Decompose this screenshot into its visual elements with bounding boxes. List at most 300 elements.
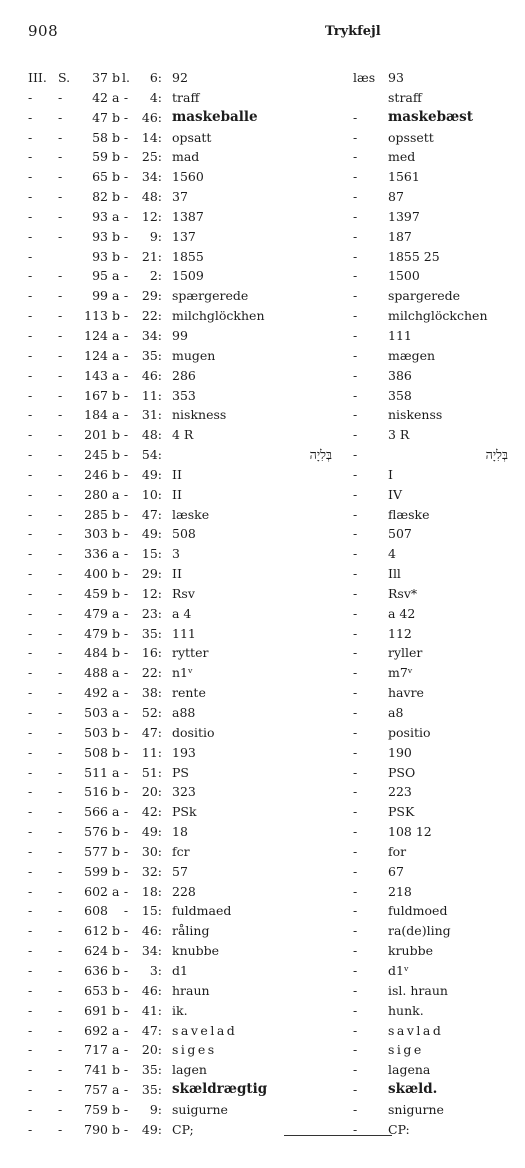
section-marker: -: [58, 685, 63, 701]
read-label: -: [353, 407, 358, 423]
read-label: -: [353, 1002, 358, 1018]
section-marker: -: [58, 665, 63, 681]
erroneous-text: hraun: [172, 982, 210, 998]
column-ref: a: [112, 764, 120, 780]
corrected-text: 1561: [388, 169, 420, 185]
section-marker: -: [58, 863, 63, 879]
line-ref: 34:: [141, 943, 162, 959]
volume-marker: -: [28, 288, 33, 304]
errata-row: [0, 1100, 525, 1120]
section-marker: -: [58, 189, 63, 205]
column-ref: b: [112, 923, 121, 939]
volume-marker: -: [28, 566, 33, 582]
errata-row: [0, 346, 525, 366]
section-marker: -: [58, 943, 63, 959]
line-abbrev: -: [123, 923, 129, 939]
read-label: -: [353, 506, 358, 522]
column-ref: b: [112, 625, 121, 641]
errata-row: [0, 326, 525, 346]
read-label: -: [353, 665, 358, 681]
section-marker: -: [58, 387, 63, 403]
read-label: -: [353, 625, 358, 641]
line-ref: 35:: [141, 1062, 162, 1078]
erroneous-text: a 4: [172, 605, 192, 621]
line-ref: 31:: [141, 407, 162, 423]
volume-marker: -: [28, 1101, 33, 1117]
errata-row: [0, 822, 525, 842]
page-ref: 245: [84, 447, 108, 463]
section-marker: -: [58, 1101, 63, 1117]
line-ref: 22:: [141, 308, 162, 324]
line-ref: 18:: [141, 883, 162, 899]
column-ref: b: [112, 645, 121, 661]
column-ref: b: [112, 169, 121, 185]
errata-row: [0, 128, 525, 148]
read-label: -: [353, 447, 358, 463]
corrected-text: ra(de)ling: [388, 923, 451, 939]
volume-marker: -: [28, 982, 33, 998]
section-marker: -: [58, 407, 63, 423]
page-ref: 95: [92, 268, 108, 284]
read-label: -: [353, 1082, 358, 1098]
read-label: -: [353, 724, 358, 740]
read-label: -: [353, 1042, 358, 1058]
read-label: -: [353, 982, 358, 998]
errata-row: [0, 88, 525, 108]
corrected-text: ryller: [388, 645, 423, 661]
page-ref: 42: [92, 89, 108, 105]
section-marker: -: [58, 605, 63, 621]
corrected-text: flæske: [388, 506, 430, 522]
errata-row: [0, 1040, 525, 1060]
read-label: -: [353, 705, 358, 720]
errata-row: [0, 604, 525, 624]
line-abbrev: -: [123, 447, 129, 463]
errata-row: [0, 68, 525, 88]
line-abbrev: -: [123, 308, 129, 324]
line-abbrev: -: [123, 784, 129, 800]
column-ref: b: [112, 1002, 121, 1018]
errata-row: [0, 763, 525, 783]
volume-marker: -: [28, 189, 33, 205]
line-ref: 35:: [141, 625, 162, 641]
line-ref: 47:: [141, 506, 162, 522]
erroneous-text: traff: [172, 89, 200, 105]
erroneous-text: fuldmaed: [172, 903, 232, 919]
line-abbrev: -: [123, 1062, 129, 1078]
section-marker: -: [58, 804, 63, 820]
page-title: Trykfejl: [325, 24, 381, 39]
read-label: -: [353, 347, 358, 363]
line-abbrev: -: [123, 208, 129, 224]
errata-row: [0, 147, 525, 167]
page-ref: 246: [84, 466, 108, 482]
line-abbrev: -: [123, 843, 129, 859]
corrected-text: 87: [388, 189, 404, 205]
corrected-text: milchglöckchen: [388, 308, 488, 324]
read-label: -: [353, 804, 358, 820]
section-marker: -: [58, 566, 63, 582]
page-ref: 636: [84, 962, 108, 978]
erroneous-text: בְּלִיָה: [309, 447, 332, 463]
line-abbrev: -: [123, 824, 129, 840]
column-ref: a: [112, 347, 120, 363]
corrected-text: 112: [388, 625, 412, 641]
errata-row: [0, 247, 525, 267]
read-label: -: [353, 1101, 358, 1117]
erroneous-text: niskness: [172, 407, 227, 423]
volume-marker: -: [28, 506, 33, 522]
erroneous-text: ik.: [172, 1002, 188, 1018]
column-ref: a: [112, 327, 120, 343]
column-ref: b: [112, 129, 121, 145]
errata-row: [0, 842, 525, 862]
line-ref: 42:: [141, 804, 162, 820]
read-label: -: [353, 883, 358, 899]
line-ref: 48:: [141, 189, 162, 205]
errata-row: [0, 505, 525, 525]
erroneous-text: mugen: [172, 347, 216, 363]
line-ref: 47:: [141, 724, 162, 740]
page-ref: 741: [84, 1062, 108, 1078]
section-marker: -: [58, 1042, 63, 1058]
line-abbrev: -: [123, 903, 129, 919]
column-ref: b: [112, 228, 121, 244]
errata-row: [0, 723, 525, 743]
erroneous-text: 37: [172, 189, 188, 205]
section-marker: -: [58, 228, 63, 244]
erroneous-text: 508: [172, 526, 196, 542]
erroneous-text: 286: [172, 367, 196, 383]
read-label: -: [353, 248, 358, 264]
section-marker: -: [58, 1121, 63, 1137]
line-ref: 15:: [141, 903, 162, 919]
column-ref: b: [112, 566, 121, 582]
volume-marker: -: [28, 645, 33, 661]
column-ref: b: [112, 387, 121, 403]
erroneous-text: n1ᵛ: [172, 665, 193, 681]
volume-marker: -: [28, 407, 33, 423]
section-marker: -: [58, 1002, 63, 1018]
line-ref: 4:: [149, 89, 162, 105]
column-ref: b: [112, 863, 121, 879]
erroneous-text: 57: [172, 863, 188, 879]
line-abbrev: -: [123, 764, 129, 780]
section-marker: -: [58, 149, 63, 165]
column-ref: b: [112, 1121, 121, 1137]
corrected-text: niskenss: [388, 407, 443, 423]
corrected-text: maskebæst: [388, 108, 474, 125]
volume-marker: -: [28, 427, 33, 443]
page-ref: 184: [84, 407, 108, 423]
page-ref: 516: [84, 784, 108, 800]
corrected-text: 507: [388, 526, 412, 542]
erroneous-text: II: [172, 466, 182, 482]
column-ref: a: [112, 665, 120, 681]
line-abbrev: -: [123, 665, 129, 681]
read-label: -: [353, 169, 358, 185]
column-ref: b: [112, 744, 121, 760]
line-abbrev: -: [123, 982, 129, 998]
read-label: -: [353, 764, 358, 780]
corrected-text: positio: [388, 724, 431, 740]
read-label: læs: [353, 70, 376, 85]
section-marker: -: [58, 466, 63, 482]
line-ref: 9:: [149, 1101, 162, 1117]
corrected-text: בְּלִיָה: [485, 447, 508, 463]
read-label: -: [353, 962, 358, 978]
line-ref: 29:: [141, 288, 162, 304]
corrected-text: a8: [388, 705, 404, 720]
errata-row: [0, 465, 525, 485]
volume-marker: -: [28, 486, 33, 502]
read-label: -: [353, 605, 358, 621]
erroneous-text: 111: [172, 625, 196, 641]
page-ref: 511: [84, 764, 108, 780]
section-marker: -: [58, 89, 63, 105]
corrected-text: 3 R: [388, 427, 410, 443]
volume-marker: -: [28, 109, 33, 125]
corrected-text: 223: [388, 784, 412, 800]
line-abbrev: -: [123, 288, 129, 304]
volume-marker: -: [28, 804, 33, 820]
line-abbrev: -: [123, 129, 129, 145]
errata-row: [0, 564, 525, 584]
errata-row: [0, 624, 525, 644]
corrected-text: 1855 25: [388, 248, 440, 264]
line-ref: 49:: [141, 466, 162, 482]
erroneous-text: PS: [172, 764, 189, 780]
column-ref: b: [112, 447, 121, 463]
corrected-text: 108 12: [388, 824, 432, 840]
section-marker: -: [58, 625, 63, 641]
line-abbrev: -: [123, 566, 129, 582]
page-ref: 566: [84, 804, 108, 820]
section-marker: -: [58, 308, 63, 324]
corrected-text: skæld.: [388, 1081, 438, 1098]
section-marker: -: [58, 367, 63, 383]
line-ref: 12:: [141, 585, 162, 601]
volume-marker: -: [28, 268, 33, 284]
line-ref: 20:: [141, 1042, 162, 1058]
errata-row: [0, 901, 525, 921]
erroneous-text: siges: [172, 1042, 217, 1058]
corrected-text: 67: [388, 863, 404, 879]
erroneous-text: 3: [172, 546, 180, 562]
read-label: -: [353, 149, 358, 165]
page-ref: 59: [92, 149, 108, 165]
section-marker: -: [58, 129, 63, 145]
line-ref: 48:: [141, 427, 162, 443]
page-ref: 576: [84, 824, 108, 840]
erroneous-text: suigurne: [172, 1101, 228, 1117]
errata-row: [0, 802, 525, 822]
erroneous-text: dositio: [172, 724, 215, 740]
volume-marker: -: [28, 149, 33, 165]
page-ref: 47: [92, 109, 108, 125]
errata-row: [0, 882, 525, 902]
corrected-text: 111: [388, 327, 412, 343]
erroneous-text: PSk: [172, 804, 197, 820]
line-ref: 23:: [141, 605, 162, 621]
read-label: -: [353, 566, 358, 582]
line-abbrev: -: [123, 526, 129, 542]
read-label: -: [353, 308, 358, 324]
read-label: -: [353, 427, 358, 443]
volume-marker: -: [28, 169, 33, 185]
line-ref: 12:: [141, 208, 162, 224]
corrected-text: a 42: [388, 605, 416, 621]
errata-row: [0, 862, 525, 882]
volume-marker: -: [28, 784, 33, 800]
erroneous-text: savelad: [172, 1022, 238, 1038]
column-ref: b: [112, 506, 121, 522]
read-label: -: [353, 208, 358, 224]
line-ref: 11:: [141, 387, 162, 403]
volume-marker: -: [28, 129, 33, 145]
erroneous-text: a88: [172, 705, 196, 720]
errata-row: [0, 366, 525, 386]
corrected-text: PSK: [388, 804, 415, 820]
read-label: -: [353, 1022, 358, 1038]
errata-row: [0, 286, 525, 306]
corrected-text: opssett: [388, 129, 434, 145]
volume-marker: -: [28, 943, 33, 959]
line-abbrev: -: [123, 228, 129, 244]
volume-marker: -: [28, 605, 33, 621]
volume-marker: -: [28, 308, 33, 324]
line-abbrev: -: [123, 189, 129, 205]
read-label: -: [353, 288, 358, 304]
errata-row: [0, 425, 525, 445]
section-marker: -: [58, 506, 63, 522]
erroneous-text: rytter: [172, 645, 209, 661]
read-label: -: [353, 863, 358, 879]
line-abbrev: -: [123, 685, 129, 701]
erroneous-text: CP;: [172, 1121, 194, 1137]
erroneous-text: mad: [172, 149, 200, 165]
section-marker: -: [58, 208, 63, 224]
section-marker: -: [58, 824, 63, 840]
page-ref: 479: [84, 625, 108, 641]
line-ref: 49:: [141, 1121, 162, 1137]
read-label: -: [353, 228, 358, 244]
line-ref: 35:: [141, 1082, 162, 1098]
line-ref: 49:: [141, 824, 162, 840]
read-label: -: [353, 387, 358, 403]
line-ref: 29:: [141, 566, 162, 582]
page-ref: 608: [84, 903, 108, 919]
column-ref: b: [112, 982, 121, 998]
column-ref: b: [112, 109, 121, 125]
page-ref: 484: [84, 645, 108, 661]
column-ref: a: [112, 1042, 120, 1058]
column-ref: b: [112, 308, 121, 324]
line-abbrev: -: [123, 169, 129, 185]
errata-row: [0, 743, 525, 763]
column-ref: a: [112, 1022, 120, 1038]
line-ref: 32:: [141, 863, 162, 879]
page-ref: 65: [92, 169, 108, 185]
section-marker: S.: [58, 70, 71, 85]
column-ref: a: [112, 208, 120, 224]
corrected-text: 93: [388, 70, 404, 85]
line-abbrev: -: [123, 1022, 129, 1038]
section-marker: -: [58, 784, 63, 800]
column-ref: a: [112, 288, 120, 304]
page-ref: 201: [84, 427, 108, 443]
section-marker: -: [58, 486, 63, 502]
line-abbrev: -: [123, 109, 129, 125]
column-ref: b: [112, 149, 121, 165]
line-abbrev: l.: [122, 70, 130, 85]
read-label: -: [353, 903, 358, 919]
read-label: -: [353, 1062, 358, 1078]
page-ref: 285: [84, 506, 108, 522]
section-marker: -: [58, 447, 63, 463]
volume-marker: -: [28, 526, 33, 542]
corrected-text: 1500: [388, 268, 420, 284]
erroneous-text: 18: [172, 824, 188, 840]
page-ref: 124: [84, 347, 108, 363]
errata-row: [0, 683, 525, 703]
section-marker: -: [58, 645, 63, 661]
corrected-text: krubbe: [388, 943, 434, 959]
volume-marker: -: [28, 685, 33, 701]
errata-row: [0, 187, 525, 207]
read-label: -: [353, 268, 358, 284]
volume-marker: -: [28, 347, 33, 363]
page-ref: 602: [84, 883, 108, 899]
line-ref: 46:: [141, 982, 162, 998]
line-abbrev: -: [123, 248, 129, 264]
volume-marker: -: [28, 585, 33, 601]
corrected-text: m7ᵛ: [388, 665, 413, 681]
line-ref: 52:: [141, 705, 162, 720]
line-ref: 21:: [141, 248, 162, 264]
volume-marker: -: [28, 1022, 33, 1038]
errata-row: [0, 108, 525, 128]
column-ref: a: [112, 605, 120, 621]
erroneous-text: spærgerede: [172, 288, 249, 304]
page-ref: 612: [84, 923, 108, 939]
erroneous-text: 1387: [172, 208, 204, 224]
errata-row: [0, 1080, 525, 1100]
line-ref: 46:: [141, 923, 162, 939]
volume-marker: -: [28, 744, 33, 760]
volume-marker: -: [28, 387, 33, 403]
line-abbrev: -: [123, 327, 129, 343]
section-marker: -: [58, 585, 63, 601]
corrected-text: 190: [388, 744, 412, 760]
page-ref: 113: [84, 308, 108, 324]
volume-marker: -: [28, 665, 33, 681]
read-label: -: [353, 923, 358, 939]
section-marker: -: [58, 764, 63, 780]
volume-marker: -: [28, 1082, 33, 1098]
line-ref: 10:: [141, 486, 162, 502]
column-ref: a: [112, 883, 120, 899]
column-ref: b: [112, 585, 121, 601]
column-ref: a: [112, 268, 120, 284]
read-label: -: [353, 585, 358, 601]
line-abbrev: -: [123, 89, 129, 105]
line-abbrev: -: [123, 605, 129, 621]
page-ref: 143: [84, 367, 108, 383]
line-abbrev: -: [123, 387, 129, 403]
erroneous-text: 1855: [172, 248, 204, 264]
volume-marker: -: [28, 228, 33, 244]
